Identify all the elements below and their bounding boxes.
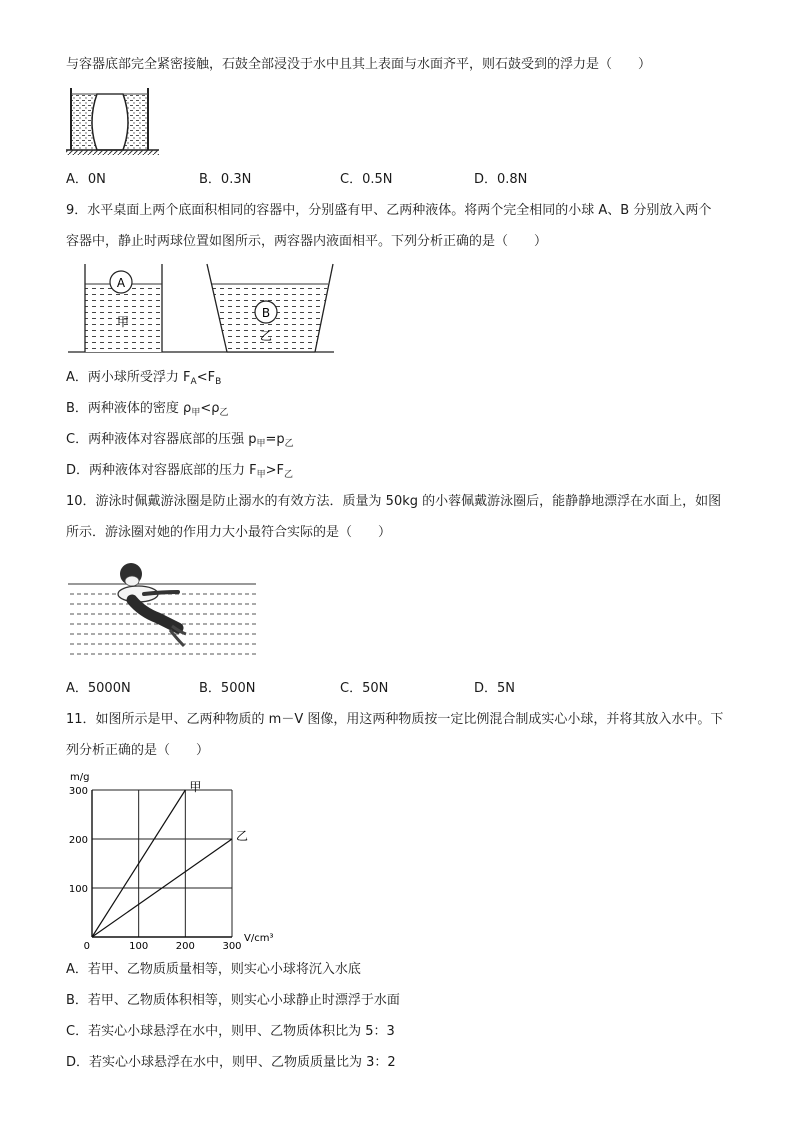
chart-labels xyxy=(69,772,274,950)
q9-option-c: C．两种液体对容器底部的压强 $p_甲=p_乙$ xyxy=(66,432,294,449)
q9-liquid-b-label: 乙 xyxy=(259,329,273,343)
series-label: 乙 xyxy=(236,829,249,843)
q11-option-a: A．若甲、乙物质质量相等，则实心小球将沉入水底 xyxy=(66,962,361,977)
q8-drum-figure xyxy=(64,84,162,160)
chart-grid xyxy=(92,790,232,937)
chart-axes xyxy=(92,790,232,937)
q10-option-c: C．50N xyxy=(340,681,389,696)
q10-swimmer-figure xyxy=(66,554,260,664)
q10-stem-line1: 10．游泳时佩戴游泳圈是防止溺水的有效方法．质量为 50kg 的小蓉佩戴游泳圈后，能静静地漂浮在水面上，如图 xyxy=(66,494,722,509)
q11-option-d: D．若实心小球悬浮在水中，则甲、乙物质质量比为 3：2 xyxy=(66,1055,396,1070)
q10-option-d: D．5N xyxy=(474,681,516,696)
q9-ball-b-label: B xyxy=(261,306,271,320)
y-axis-label: m/g xyxy=(70,772,90,783)
q11-option-b: B．若甲、乙物质体积相等，则实心小球静止时漂浮于水面 xyxy=(66,993,400,1008)
x-tick-label: 300 xyxy=(222,941,242,950)
q9-option-d: D．两种液体对容器底部的压力 $F_甲>F_乙$ xyxy=(66,463,294,480)
q9-option-b: B．两种液体的密度 $\rho_甲<\rho_乙$ xyxy=(66,401,229,418)
q11-stem-line1: 11．如图所示是甲、乙两种物质的 m－V 图像，用这两种物质按一定比例混合制成实心小球，并将其放入水中。下 xyxy=(66,712,724,727)
origin-label: 0 xyxy=(83,941,90,950)
chart-series xyxy=(92,790,232,937)
q10-option-b: B．500N xyxy=(199,681,256,696)
y-tick-label: 200 xyxy=(68,835,88,846)
x-tick-label: 200 xyxy=(175,941,195,950)
q9-stem-line1: 9．水平桌面上两个底面积相同的容器中，分别盛有甲、乙两种液体。将两个完全相同的小球 A、B 分别放入两个 xyxy=(66,203,712,218)
y-tick-label: 300 xyxy=(68,786,88,797)
q8-option-c: C．0.5N xyxy=(340,172,393,187)
q9-option-a: A．两小球所受浮力 $F_A<F_B$ xyxy=(66,370,222,387)
q8-option-b: B．0.3N xyxy=(199,172,252,187)
q9-stem-line2: 容器中，静止时两球位置如图所示，两容器内液面相平。下列分析正确的是（ ） xyxy=(66,234,548,249)
q11-option-c: C．若实心小球悬浮在水中，则甲、乙物质体积比为 5：3 xyxy=(66,1024,395,1039)
q9-ball-a-label: A xyxy=(116,276,126,290)
q9-liquid-a-label: 甲 xyxy=(116,315,130,329)
series-label: 甲 xyxy=(189,780,202,794)
q8-option-a: A．0N xyxy=(66,172,106,187)
q9-containers-figure xyxy=(68,262,338,356)
q10-stem-line2: 所示．游泳圈对她的作用力大小最符合实际的是（ ） xyxy=(66,525,392,540)
q10-option-a: A．5000N xyxy=(66,681,131,696)
x-axis-label: V/cm³ xyxy=(244,933,274,944)
x-tick-label: 100 xyxy=(129,941,149,950)
y-tick-label: 100 xyxy=(68,884,88,895)
q8-stem: 与容器底部完全紧密接触，石鼓全部浸没于水中且其上表面与水面齐平，则石鼓受到的浮力是（ ） xyxy=(66,57,652,72)
q11-stem-line2: 列分析正确的是（ ） xyxy=(66,743,210,758)
q8-option-d: D．0.8N xyxy=(474,172,528,187)
q11-mv-chart xyxy=(60,768,290,950)
